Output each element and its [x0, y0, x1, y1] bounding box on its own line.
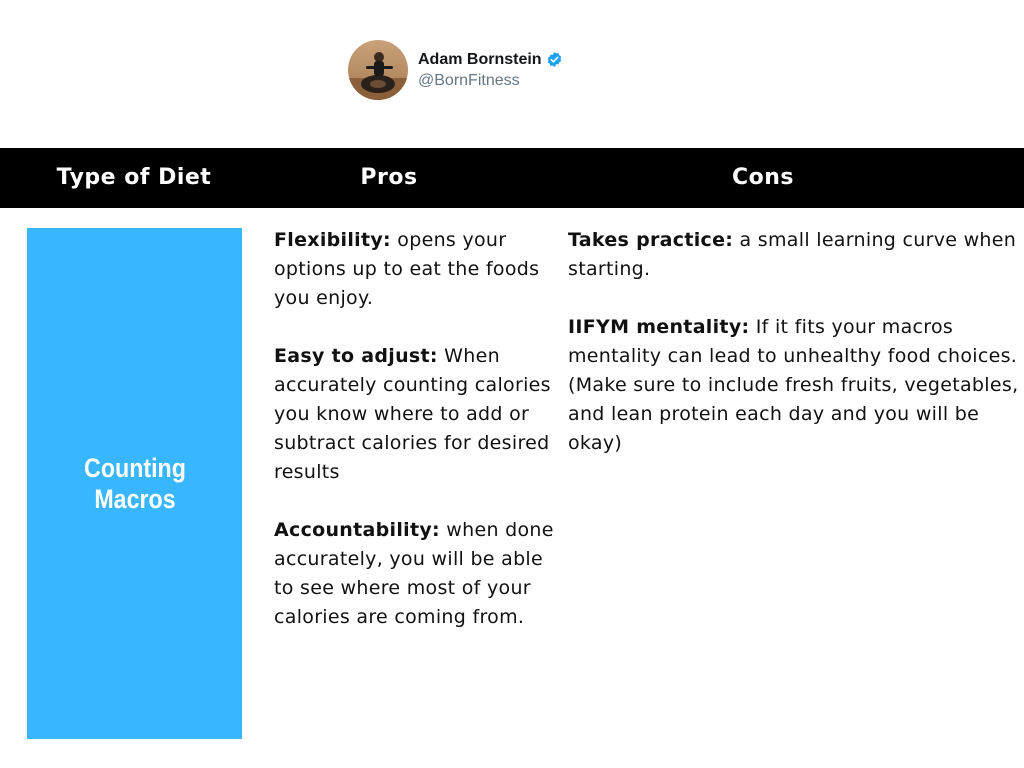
- avatar-photo-icon: [348, 40, 408, 100]
- author-handle[interactable]: @BornFitness: [418, 71, 520, 89]
- pros-item-flexibility: [274, 226, 554, 313]
- cons-item-term: IIFYM mentality:: [568, 316, 750, 338]
- diet-label: Counting Macros: [83, 452, 186, 514]
- author-name[interactable]: Adam Bornstein: [418, 50, 542, 68]
- pros-item-term: Easy to adjust:: [274, 345, 438, 367]
- author-block: [348, 40, 563, 100]
- cons-item-text: If it fits your macros mentality can lead to unhealthy food choices. (Make sure to include fresh fruits, vegetables, and lean protein each day and you will be okay): [568, 316, 1019, 454]
- table-header: [0, 148, 1024, 208]
- header-type-of-diet: Type of Diet: [56, 165, 212, 190]
- header-pros: Pros: [360, 165, 418, 190]
- pros-item-text: when done accurately, you will be able to see where most of your calories are coming from.: [274, 519, 554, 628]
- verified-badge-icon: [546, 51, 563, 68]
- cons-item-text: a small learning curve when starting.: [568, 229, 1017, 280]
- pros-column: [274, 226, 554, 661]
- pros-item-accountability: [274, 516, 554, 632]
- cons-item-takes-practice: [568, 226, 1024, 284]
- header-cons: Cons: [731, 165, 795, 190]
- cons-item-term: Takes practice:: [568, 229, 734, 251]
- pros-item-term: Flexibility:: [274, 229, 391, 251]
- pros-item-text: When accurately counting calories you know where to add or subtract calories for desired results: [274, 345, 551, 483]
- avatar[interactable]: [348, 40, 408, 100]
- diet-cell: [27, 228, 242, 739]
- pros-item-term: Accountability:: [274, 519, 440, 541]
- pros-item-text: opens your options up to eat the foods you enjoy.: [274, 229, 540, 309]
- pros-item-easy-to-adjust: [274, 342, 554, 487]
- author-text: [418, 50, 563, 91]
- cons-item-iifym-mentality: [568, 313, 1024, 458]
- cons-column: [568, 226, 1024, 487]
- author-name-row: [418, 50, 563, 70]
